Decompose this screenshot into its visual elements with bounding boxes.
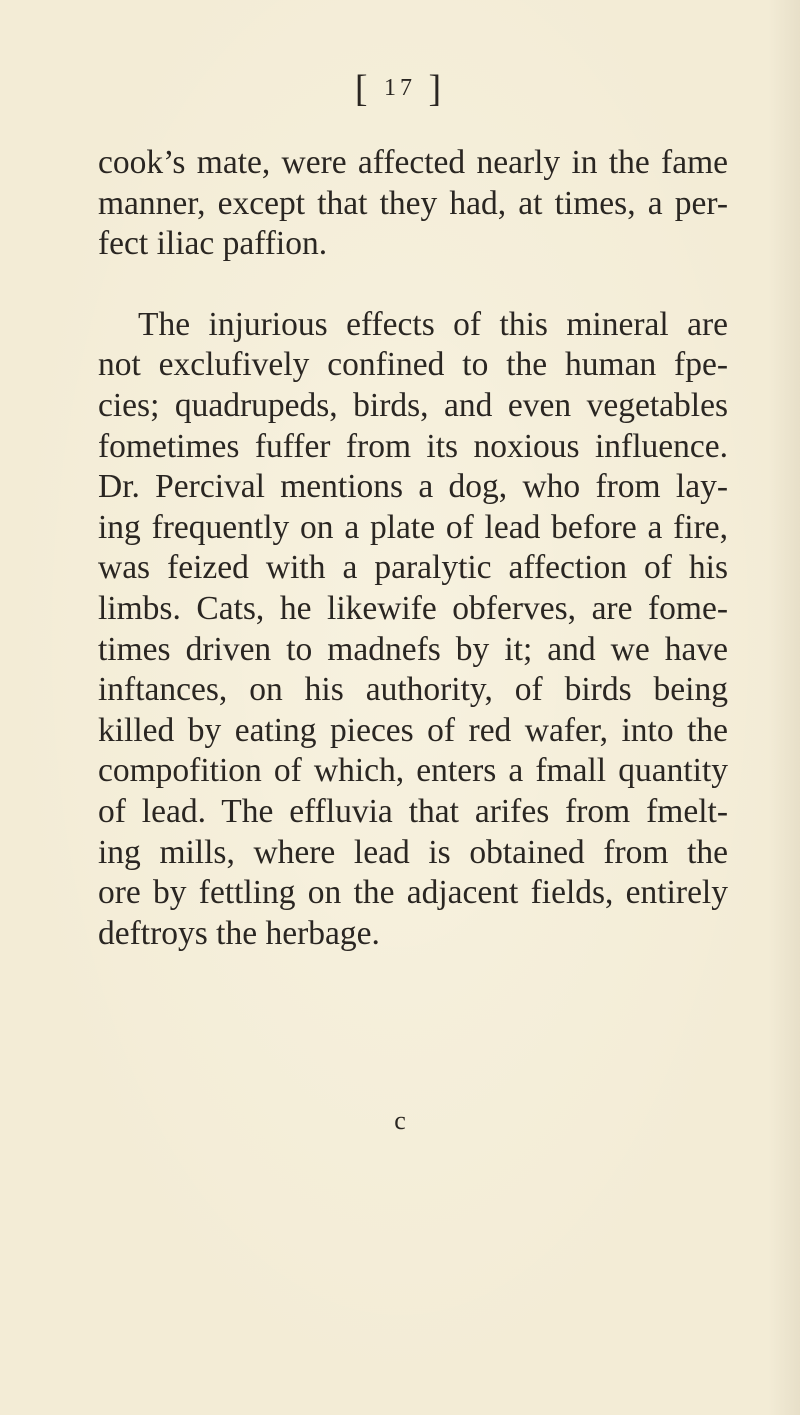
- text-line: was feized with a paralytic affection of his: [98, 549, 728, 587]
- text-line: times driven to madnefs by it; and we have: [98, 630, 728, 668]
- text-line: fometimes fuffer from its noxious influence.: [98, 427, 728, 465]
- text-line: manner, except that they had, at times, a per-: [98, 184, 728, 222]
- paragraph-gap: [98, 265, 728, 305]
- signature-mark: c: [394, 1106, 406, 1135]
- body-text: [98, 143, 728, 954]
- text-line: Dr. Percival mentions a dog, who from lay-: [98, 468, 728, 506]
- text-line: compofition of which, enters a fmall quantity: [98, 752, 728, 790]
- text-line: killed by eating pieces of red wafer, into the: [98, 711, 728, 749]
- text-line: of lead. The effluvia that arifes from fmelt-: [98, 792, 728, 830]
- text-line: limbs. Cats, he likewife obferves, are fome-: [98, 589, 728, 627]
- text-line: cies; quadrupeds, birds, and even vegetables: [98, 386, 728, 424]
- text-line: ing mills, where lead is obtained from the: [98, 833, 728, 871]
- header-close-bracket: ]: [428, 68, 446, 110]
- text-line: deftroys the herbage.: [98, 914, 380, 952]
- page-number: 17: [384, 75, 416, 101]
- text-line: ing frequently on a plate of lead before a fire,: [98, 508, 728, 546]
- text-line: fect iliac paffion.: [98, 225, 328, 263]
- text-line: inftances, on his authority, of birds being: [98, 671, 728, 709]
- text-line: not exclufively confined to the human fpe-: [98, 346, 728, 384]
- text-line: The injurious effects of this mineral are: [138, 305, 728, 343]
- text-line: cook’s mate, were affected nearly in the fame: [98, 144, 728, 181]
- header-open-bracket: [: [354, 68, 372, 110]
- page-number-header: [0, 70, 800, 108]
- text-line: ore by fettling on the adjacent fields, entirely: [98, 874, 728, 912]
